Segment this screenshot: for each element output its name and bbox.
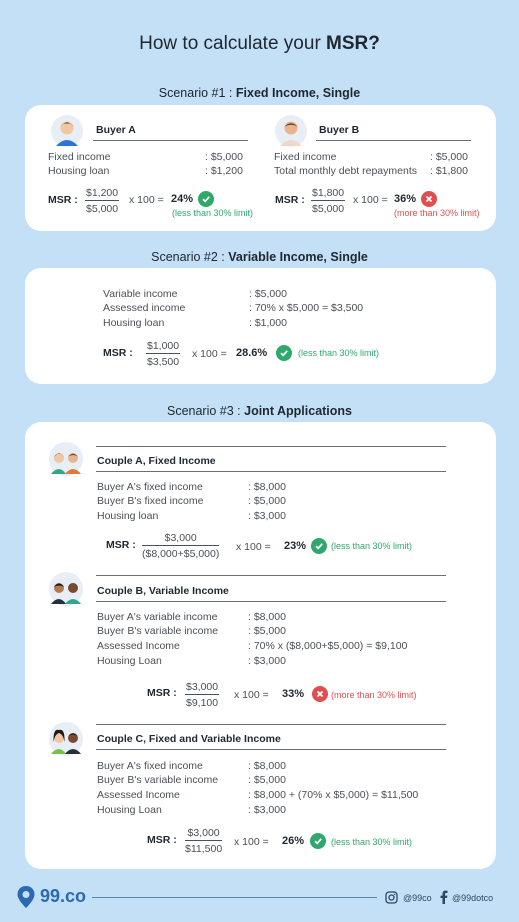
row-value: : $8,000: [248, 760, 286, 772]
row-label: Assessed Income: [97, 640, 180, 652]
row-value: : $5,000: [430, 151, 468, 163]
times-100: x 100 =: [234, 689, 269, 701]
facebook-handle[interactable]: @99dotco: [452, 893, 494, 903]
instagram-icon: [385, 891, 398, 904]
buyer-b-name: Buyer B: [319, 124, 360, 136]
row-label: Housing Loan: [97, 655, 162, 667]
buyer-a-avatar-icon: [51, 115, 83, 147]
msr-fraction: $\frac{\$1,200}{\$5,000}$: [86, 187, 119, 215]
scenario3-card: [25, 422, 496, 869]
limit-note: (more than 30% limit): [394, 208, 480, 218]
row-label: Buyer B's fixed income: [97, 495, 204, 507]
check-icon: [198, 191, 214, 207]
scenario2-heading: Scenario #2 : Variable Income, Single: [151, 250, 368, 264]
msr-result: 26%: [282, 835, 305, 847]
row-value: : 70% x $5,000 = $3,500: [249, 302, 364, 314]
divider: [96, 601, 446, 602]
row-value: : $5,000: [248, 625, 286, 637]
msr-label: MSR :: [48, 194, 78, 206]
row-label: Buyer A's variable income: [97, 611, 218, 623]
row-value: : $3,000: [248, 804, 286, 816]
scenario1-card: [25, 105, 496, 231]
row-label: Fixed income: [274, 151, 337, 163]
couple-c-avatar-icon: [49, 722, 83, 756]
check-icon: [276, 345, 292, 361]
row-label: Total monthly debt repayments: [274, 165, 417, 177]
row-label: Buyer B's variable income: [97, 774, 219, 786]
cross-icon: [312, 686, 328, 702]
row-label: Buyer A's fixed income: [97, 760, 203, 772]
divider: [96, 724, 446, 725]
row-label: Assessed Income: [97, 789, 180, 801]
limit-note: (less than 30% limit): [331, 837, 413, 847]
msr-result: 23%: [284, 540, 307, 552]
row-label: Fixed income: [48, 151, 111, 163]
row-label: Assessed income: [103, 302, 186, 314]
divider: [96, 446, 446, 447]
msr-result: 24%: [171, 193, 194, 205]
divider: [96, 749, 446, 750]
cross-icon: [421, 191, 437, 207]
row-value: : $5,000: [248, 495, 286, 507]
msr-label: MSR :: [275, 194, 305, 206]
row-value: : $1,200: [205, 165, 243, 177]
couple-b-avatar-icon: [49, 572, 83, 606]
times-100: x 100 =: [192, 348, 227, 360]
row-label: Housing loan: [103, 317, 165, 329]
times-100: x 100 =: [234, 836, 269, 848]
limit-note: (more than 30% limit): [331, 690, 417, 700]
couple-c-name: Couple C, Fixed and Variable Income: [97, 733, 281, 745]
row-label: Housing Loan: [97, 804, 162, 816]
row-label: Buyer A's fixed income: [97, 481, 203, 493]
instagram-handle[interactable]: @99co: [403, 893, 432, 903]
location-pin-icon: [16, 885, 36, 909]
divider: [96, 575, 446, 576]
msr-label: MSR :: [147, 687, 177, 699]
divider: [93, 140, 248, 141]
times-100: x 100 =: [353, 194, 388, 206]
limit-note: (less than 30% limit): [298, 348, 380, 358]
page-title: How to calculate your MSR?: [139, 33, 380, 54]
couple-a-avatar-icon: [49, 442, 83, 476]
msr-label: MSR :: [147, 834, 177, 846]
msr-fraction: $\frac{\$3,000}{(\$8,000+\$5,000)}$: [142, 532, 220, 560]
scenario3-heading: Scenario #3 : Joint Applications: [166, 404, 352, 418]
row-value: : $3,000: [248, 655, 286, 667]
limit-note: (less than 30% limit): [331, 541, 413, 551]
buyer-a-name: Buyer A: [96, 124, 136, 136]
scenario1-heading: Scenario #1 : Fixed Income, Single: [158, 86, 361, 100]
row-value: : 70% x ($8,000+$5,000) = $9,100: [248, 640, 408, 652]
msr-result: 36%: [394, 193, 417, 205]
brand-logo: 99.co: [40, 886, 87, 906]
row-label: Housing loan: [97, 510, 159, 522]
buyer-b-avatar-icon: [275, 115, 307, 147]
scenario2-card: [25, 268, 496, 384]
times-100: x 100 =: [129, 194, 164, 206]
msr-fraction: $\frac{\$1,800}{\$5,000}$: [312, 187, 345, 215]
msr-label: MSR :: [106, 539, 136, 551]
row-label: Housing loan: [48, 165, 110, 177]
row-label: Buyer B's variable income: [97, 625, 219, 637]
row-value: : $1,000: [249, 317, 287, 329]
footer-divider: [92, 897, 377, 898]
couple-b-name: Couple B, Variable Income: [97, 585, 229, 597]
check-icon: [310, 833, 326, 849]
msr-fraction: $\frac{\$3,000}{\$11,500}$: [185, 827, 223, 855]
msr-result: 33%: [282, 688, 305, 700]
msr-result: 28.6%: [236, 347, 268, 359]
row-value: : $8,000 + (70% x $5,000) = $11,500: [248, 789, 419, 801]
msr-label: MSR :: [103, 347, 133, 359]
row-value: : $1,800: [430, 165, 468, 177]
divider: [316, 140, 471, 141]
row-value: : $5,000: [249, 288, 287, 300]
times-100: x 100 =: [236, 541, 271, 553]
msr-fraction: $\frac{\$1,000}{\$3,500}$: [147, 340, 180, 368]
row-value: : $8,000: [248, 611, 286, 623]
row-label: Variable income: [103, 288, 178, 300]
facebook-icon: [440, 890, 448, 904]
row-value: : $8,000: [248, 481, 286, 493]
row-value: : $3,000: [248, 510, 286, 522]
divider: [96, 471, 446, 472]
couple-a-name: Couple A, Fixed Income: [97, 455, 216, 467]
check-icon: [311, 538, 327, 554]
limit-note: (less than 30% limit): [172, 208, 254, 218]
row-value: : $5,000: [248, 774, 286, 786]
msr-fraction: $\frac{\$3,000}{\$9,100}$: [186, 681, 219, 709]
row-value: : $5,000: [205, 151, 243, 163]
